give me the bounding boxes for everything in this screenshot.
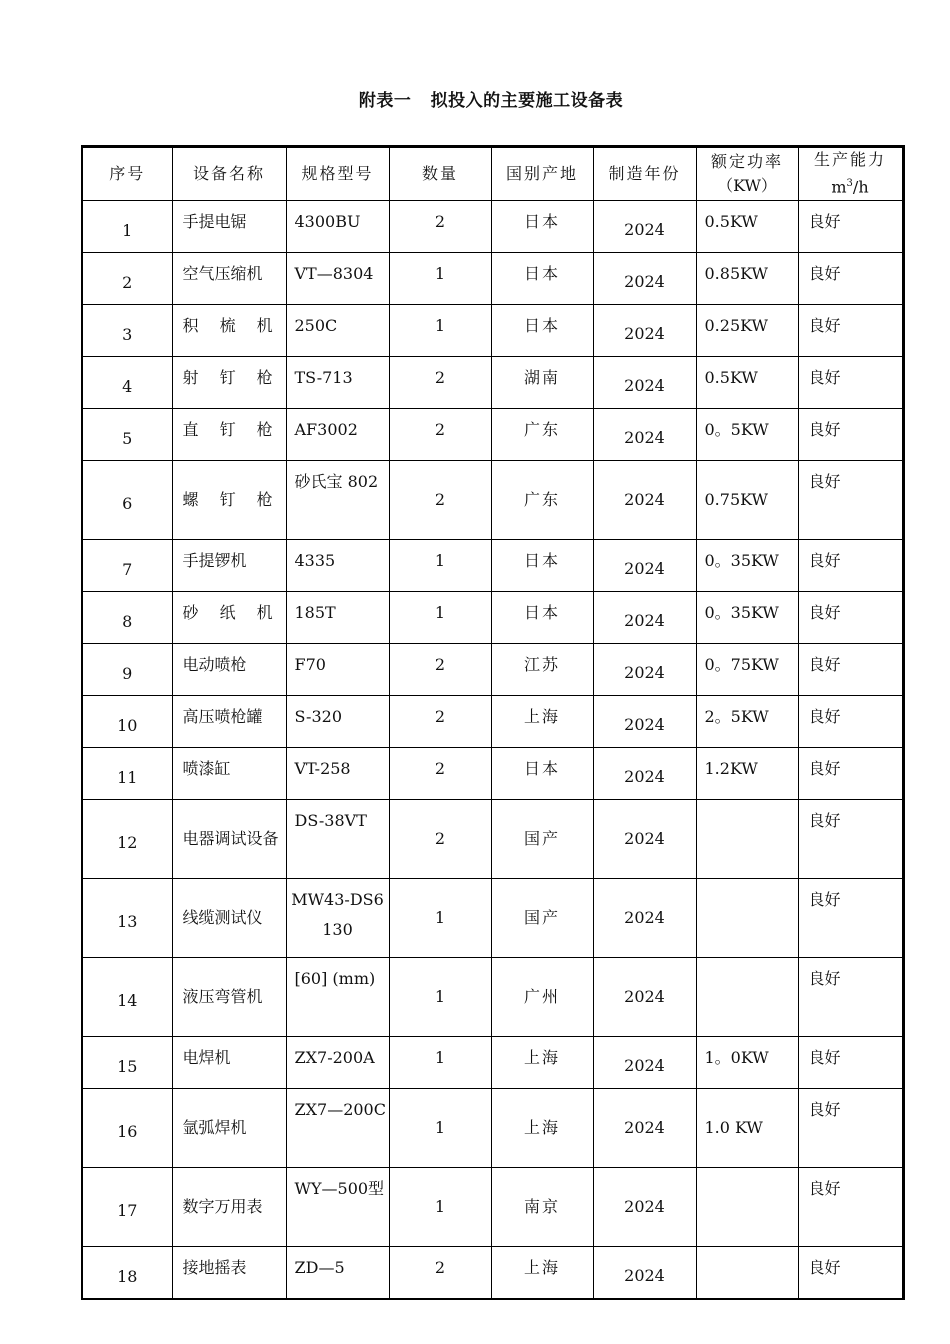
table-cell-model: 4300BU xyxy=(286,201,389,253)
table-cell-qty: 2 xyxy=(389,201,491,253)
table-row xyxy=(82,644,903,696)
table-cell-no: 17 xyxy=(82,1168,172,1247)
table-cell-capacity: 良好 xyxy=(798,696,903,748)
table-cell-qty: 2 xyxy=(389,644,491,696)
table-cell-capacity: 良好 xyxy=(798,1037,903,1089)
table-cell-qty: 2 xyxy=(389,461,491,540)
table-row xyxy=(82,879,903,958)
table-row xyxy=(82,1089,903,1168)
header-power xyxy=(696,147,798,201)
table-cell-name: 射 钉 枪 xyxy=(172,357,286,409)
table-cell-qty: 1 xyxy=(389,305,491,357)
header-capacity-line1: 生产能力 xyxy=(813,150,886,170)
table-cell-name: 螺 钉 枪 xyxy=(172,461,286,540)
table-cell-capacity: 良好 xyxy=(798,879,903,958)
table-cell-no: 4 xyxy=(82,357,172,409)
table-cell-origin: 日本 xyxy=(491,201,593,253)
table-cell-name: 空气压缩机 xyxy=(172,253,286,305)
table-cell-no: 12 xyxy=(82,800,172,879)
table-cell-year: 2024 xyxy=(593,958,696,1037)
table-cell-capacity: 良好 xyxy=(798,1247,903,1300)
table-cell-no: 7 xyxy=(82,540,172,592)
table-cell-capacity: 良好 xyxy=(798,644,903,696)
table-cell-model: ZX7-200A xyxy=(286,1037,389,1089)
table-cell-no: 5 xyxy=(82,409,172,461)
equipment-table xyxy=(81,145,905,1300)
table-cell-model: 4335 xyxy=(286,540,389,592)
table-cell-name: 手提电锯 xyxy=(172,201,286,253)
table-cell-model: ZX7—200C xyxy=(286,1089,389,1168)
table-row xyxy=(82,253,903,305)
table-cell-name: 高压喷枪罐 xyxy=(172,696,286,748)
table-cell-qty: 1 xyxy=(389,540,491,592)
header-origin: 国别产地 xyxy=(491,147,593,201)
table-cell-no: 15 xyxy=(82,1037,172,1089)
table-cell-name: 电器调试设备 xyxy=(172,800,286,879)
header-capacity-unit-sup: 3 xyxy=(846,178,853,190)
table-cell-power: 1.0 KW xyxy=(696,1089,798,1168)
table-cell-power: 0.85KW xyxy=(696,253,798,305)
table-cell-model: TS-713 xyxy=(286,357,389,409)
header-capacity-unit-m: m xyxy=(831,177,847,197)
table-cell-model: F70 xyxy=(286,644,389,696)
table-cell-qty: 1 xyxy=(389,592,491,644)
table-cell-capacity: 良好 xyxy=(798,748,903,800)
table-cell-qty: 2 xyxy=(389,357,491,409)
table-cell-capacity: 良好 xyxy=(798,461,903,540)
table-cell-qty: 1 xyxy=(389,1037,491,1089)
header-power-line2: （KW） xyxy=(717,176,777,195)
table-cell-name: 线缆测试仪 xyxy=(172,879,286,958)
table-cell-qty: 1 xyxy=(389,1089,491,1168)
table-cell-power: 1.2KW xyxy=(696,748,798,800)
table-cell-name: 电动喷枪 xyxy=(172,644,286,696)
table-cell-origin: 南京 xyxy=(491,1168,593,1247)
table-cell-model: 砂氏宝 802 xyxy=(286,461,389,540)
table-cell-model: MW43-DS6130 xyxy=(286,879,389,958)
table-cell-qty: 2 xyxy=(389,696,491,748)
table-cell-origin: 上海 xyxy=(491,696,593,748)
table-cell-qty: 2 xyxy=(389,409,491,461)
table-row xyxy=(82,1168,903,1247)
table-cell-origin: 上海 xyxy=(491,1037,593,1089)
table-cell-year: 2024 xyxy=(593,696,696,748)
table-cell-power: 0。35KW xyxy=(696,592,798,644)
table-cell-power: 0。5KW xyxy=(696,409,798,461)
table-cell-no: 1 xyxy=(82,201,172,253)
table-cell-capacity: 良好 xyxy=(798,1089,903,1168)
table-cell-no: 18 xyxy=(82,1247,172,1300)
table-cell-origin: 日本 xyxy=(491,748,593,800)
table-cell-capacity: 良好 xyxy=(798,592,903,644)
table-cell-origin: 国产 xyxy=(491,879,593,958)
table-cell-power: 0.25KW xyxy=(696,305,798,357)
table-cell-origin: 日本 xyxy=(491,540,593,592)
table-cell-name: 液压弯管机 xyxy=(172,958,286,1037)
table-cell-power: 0.5KW xyxy=(696,201,798,253)
table-cell-no: 13 xyxy=(82,879,172,958)
table-cell-model: VT—8304 xyxy=(286,253,389,305)
table-cell-year: 2024 xyxy=(593,592,696,644)
table-cell-origin: 广州 xyxy=(491,958,593,1037)
table-cell-origin: 国产 xyxy=(491,800,593,879)
table-cell-origin: 上海 xyxy=(491,1089,593,1168)
table-cell-capacity: 良好 xyxy=(798,958,903,1037)
table-cell-power xyxy=(696,800,798,879)
table-cell-qty: 1 xyxy=(389,1168,491,1247)
table-cell-year: 2024 xyxy=(593,1247,696,1300)
table-cell-capacity: 良好 xyxy=(798,800,903,879)
table-row xyxy=(82,461,903,540)
table-cell-name: 积 梳 机 xyxy=(172,305,286,357)
table-cell-power: 0.5KW xyxy=(696,357,798,409)
table-cell-no: 3 xyxy=(82,305,172,357)
table-cell-year: 2024 xyxy=(593,461,696,540)
header-qty: 数量 xyxy=(389,147,491,201)
table-cell-year: 2024 xyxy=(593,879,696,958)
table-row xyxy=(82,1247,903,1300)
table-row xyxy=(82,1037,903,1089)
table-cell-name: 喷漆缸 xyxy=(172,748,286,800)
table-cell-no: 9 xyxy=(82,644,172,696)
table-cell-name: 接地摇表 xyxy=(172,1247,286,1300)
table-cell-power: 0.75KW xyxy=(696,461,798,540)
table-cell-origin: 湖南 xyxy=(491,357,593,409)
table-cell-model: S-320 xyxy=(286,696,389,748)
table-cell-year: 2024 xyxy=(593,1089,696,1168)
table-cell-origin: 日本 xyxy=(491,305,593,357)
table-cell-year: 2024 xyxy=(593,201,696,253)
header-model: 规格型号 xyxy=(286,147,389,201)
table-cell-model: DS-38VT xyxy=(286,800,389,879)
table-row xyxy=(82,540,903,592)
table-cell-name: 数字万用表 xyxy=(172,1168,286,1247)
table-cell-year: 2024 xyxy=(593,748,696,800)
table-cell-qty: 2 xyxy=(389,748,491,800)
table-cell-no: 10 xyxy=(82,696,172,748)
table-row xyxy=(82,305,903,357)
table-cell-no: 11 xyxy=(82,748,172,800)
table-cell-origin: 广东 xyxy=(491,461,593,540)
table-row xyxy=(82,800,903,879)
table-cell-qty: 1 xyxy=(389,958,491,1037)
table-cell-year: 2024 xyxy=(593,540,696,592)
table-cell-no: 6 xyxy=(82,461,172,540)
header-capacity-unit-rest: /h xyxy=(852,177,869,197)
table-cell-year: 2024 xyxy=(593,1037,696,1089)
table-cell-model: [60] (mm) xyxy=(286,958,389,1037)
table-cell-model: 250C xyxy=(286,305,389,357)
table-cell-power: 0。75KW xyxy=(696,644,798,696)
table-cell-year: 2024 xyxy=(593,305,696,357)
table-cell-qty: 2 xyxy=(389,800,491,879)
table-cell-power: 2。5KW xyxy=(696,696,798,748)
table-cell-model: ZD—5 xyxy=(286,1247,389,1300)
table-cell-power xyxy=(696,1168,798,1247)
table-row xyxy=(82,748,903,800)
header-capacity-line2 xyxy=(799,172,902,199)
table-cell-no: 2 xyxy=(82,253,172,305)
table-cell-power xyxy=(696,879,798,958)
table-cell-model: VT-258 xyxy=(286,748,389,800)
table-cell-qty: 2 xyxy=(389,1247,491,1300)
table-row xyxy=(82,357,903,409)
table-cell-origin: 上海 xyxy=(491,1247,593,1300)
table-cell-no: 8 xyxy=(82,592,172,644)
table-cell-qty: 1 xyxy=(389,879,491,958)
table-cell-capacity: 良好 xyxy=(798,201,903,253)
header-capacity xyxy=(798,147,903,201)
header-year: 制造年份 xyxy=(593,147,696,201)
table-cell-name: 直 钉 枪 xyxy=(172,409,286,461)
table-row xyxy=(82,201,903,253)
table-cell-qty: 1 xyxy=(389,253,491,305)
table-cell-model: 185T xyxy=(286,592,389,644)
header-name: 设备名称 xyxy=(172,147,286,201)
table-cell-model: AF3002 xyxy=(286,409,389,461)
table-cell-year: 2024 xyxy=(593,800,696,879)
table-cell-capacity: 良好 xyxy=(798,357,903,409)
table-cell-name: 氩弧焊机 xyxy=(172,1089,286,1168)
table-cell-name: 电焊机 xyxy=(172,1037,286,1089)
header-power-line1: 额定功率 xyxy=(710,152,783,171)
table-cell-year: 2024 xyxy=(593,644,696,696)
table-cell-capacity: 良好 xyxy=(798,253,903,305)
header-no: 序号 xyxy=(82,147,172,201)
page-title: 附表一 拟投入的主要施工设备表 xyxy=(358,91,624,111)
table-cell-power xyxy=(696,1247,798,1300)
table-cell-year: 2024 xyxy=(593,253,696,305)
table-cell-power: 0。35KW xyxy=(696,540,798,592)
table-cell-capacity: 良好 xyxy=(798,409,903,461)
table-row xyxy=(82,958,903,1037)
table-cell-power xyxy=(696,958,798,1037)
table-cell-origin: 江苏 xyxy=(491,644,593,696)
table-cell-model: WY—500型 xyxy=(286,1168,389,1247)
table-cell-capacity: 良好 xyxy=(798,305,903,357)
table-row xyxy=(82,696,903,748)
table-row xyxy=(82,409,903,461)
table-cell-power: 1。0KW xyxy=(696,1037,798,1089)
table-cell-capacity: 良好 xyxy=(798,540,903,592)
table-cell-year: 2024 xyxy=(593,1168,696,1247)
table-cell-no: 14 xyxy=(82,958,172,1037)
table-cell-year: 2024 xyxy=(593,357,696,409)
table-cell-origin: 日本 xyxy=(491,592,593,644)
table-cell-capacity: 良好 xyxy=(798,1168,903,1247)
table-cell-year: 2024 xyxy=(593,409,696,461)
table-row xyxy=(82,592,903,644)
table-cell-origin: 日本 xyxy=(491,253,593,305)
table-cell-no: 16 xyxy=(82,1089,172,1168)
table-header-row xyxy=(82,147,903,201)
table-cell-name: 砂 纸 机 xyxy=(172,592,286,644)
table-cell-origin: 广东 xyxy=(491,409,593,461)
table-cell-name: 手提锣机 xyxy=(172,540,286,592)
